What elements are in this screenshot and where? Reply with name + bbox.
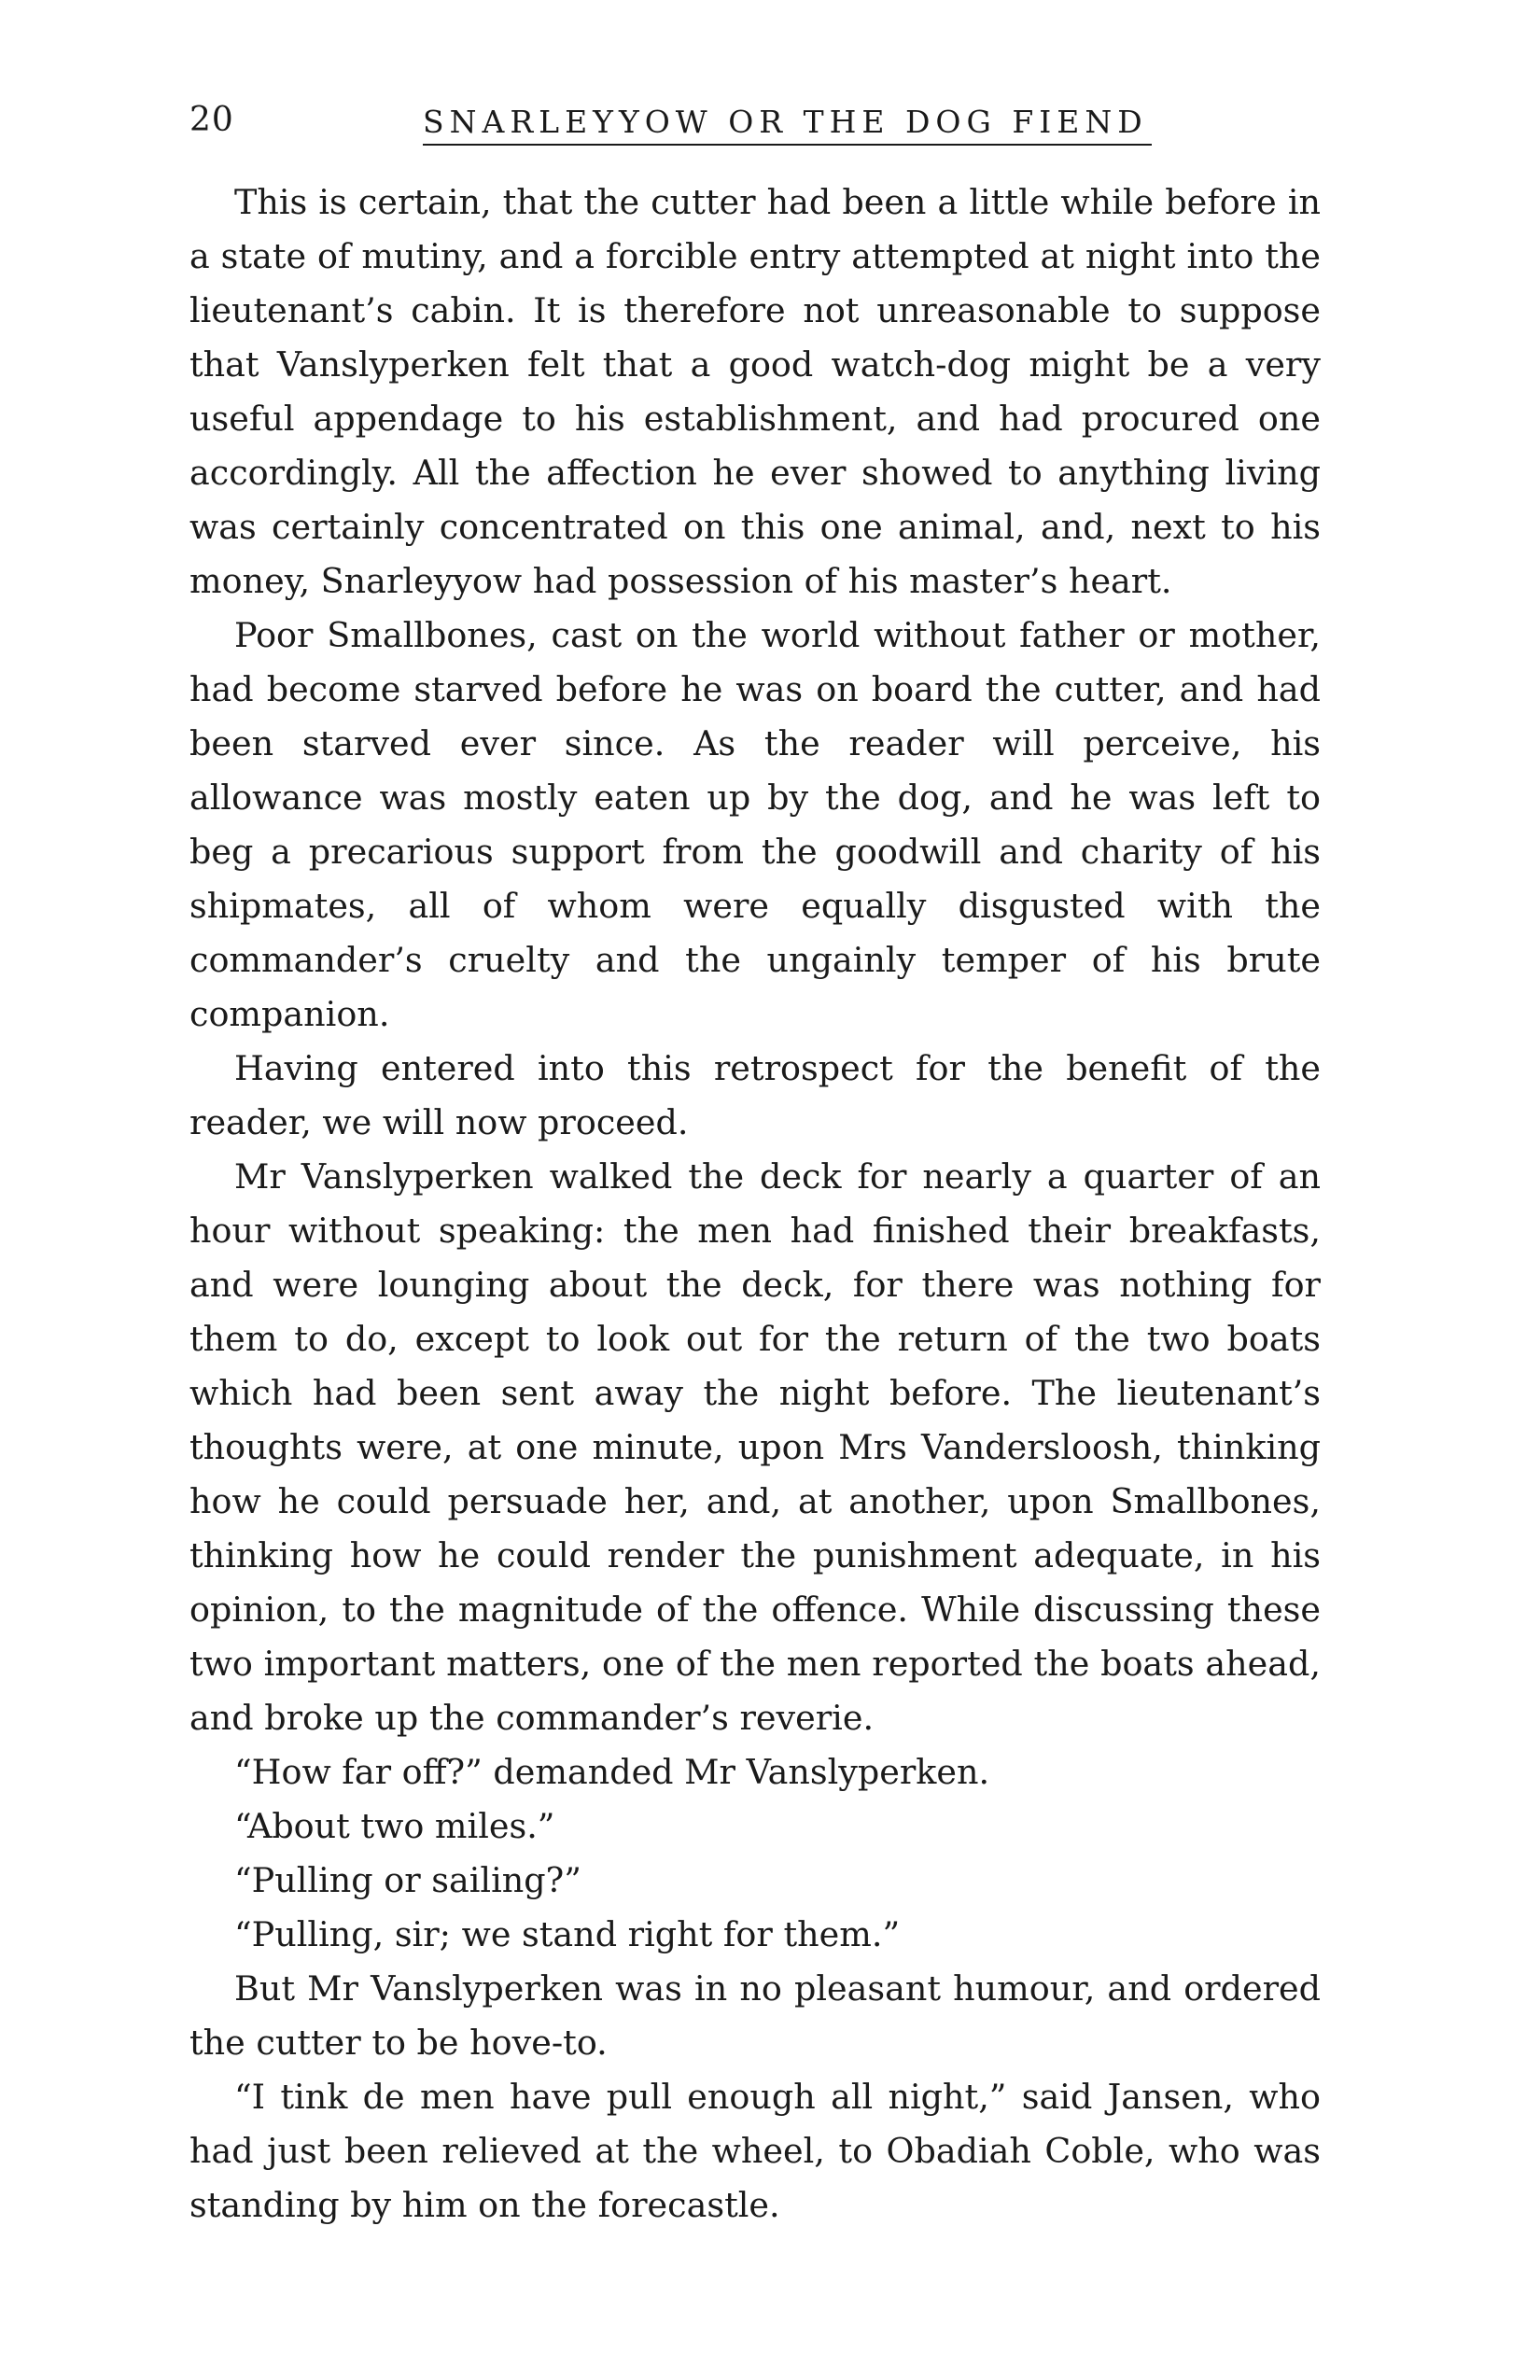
running-header [189,97,1323,149]
paragraph: This is certain, that the cutter had been a little while before in a state of mutiny, and a forcible entry attempted at night into the lieutenant’s cabin. It is therefore not unreasonable to suppose that Vanslyperken felt that a good watch-dog might be a very useful appendage to his establishment, and had procured one accordingly. All the affection he ever showed to anything living was certainly concentrated on this one animal, and, next to his money, Snarleyyow had possession of his master’s heart. [189,182,1321,601]
dialogue-line: “About two miles.” [234,1806,555,1846]
paragraph: Poor Smallbones, cast on the world without father or mother, had become starved before he was on board the cutter, and had been starved ever since. As the reader will perceive, his allowance was mostly eaten up by the dog, and he was left to beg a precarious support from the goodwill and charity of his shipmates, all of whom were equally disgusted with the commander’s cruelty and the ungainly temper of his brute companion. [189,615,1321,1034]
paragraph: Mr Vanslyperken walked the deck for nearly a quarter of an hour without speaking: the men had finished their breakfasts, and were lounging about the deck, for there was nothing for them to do, except to look out for the return of the two boats which had been sent away the night before. The lieutenant’s thoughts were, at one minute, upon Mrs Vandersloosh, thinking how he could persuade her, and, at another, upon Smallbones, thinking how he could render the punishment adequate, in his opinion, to the magnitude of the offence. While discussing these two important matters, one of the men reported the boats ahead, and broke up the commander’s reverie. [189,1156,1321,1738]
dialogue-line: “How far off?” demanded Mr Vanslyperken. [234,1752,990,1792]
paragraph: Having entered into this retrospect for the benefit of the reader, we will now proceed. [189,1048,1321,1142]
paragraph: But Mr Vanslyperken was in no pleasant humour, and ordered the cutter to be hove-to. [189,1968,1321,2063]
running-title: SNARLEYYOW OR THE DOG FIEND [423,101,1152,146]
body-text [189,175,1321,2233]
page-number: 20 [189,101,234,139]
dialogue-line: “Pulling, sir; we stand right for them.” [234,1914,901,1954]
dialogue-line: “Pulling or sailing?” [234,1860,581,1900]
dialogue-line: “I tink de men have pull enough all night,” said Jansen, who had just been relieved at the wheel, to Obadiah Coble, who was standing by him on the forecastle. [189,2077,1321,2225]
